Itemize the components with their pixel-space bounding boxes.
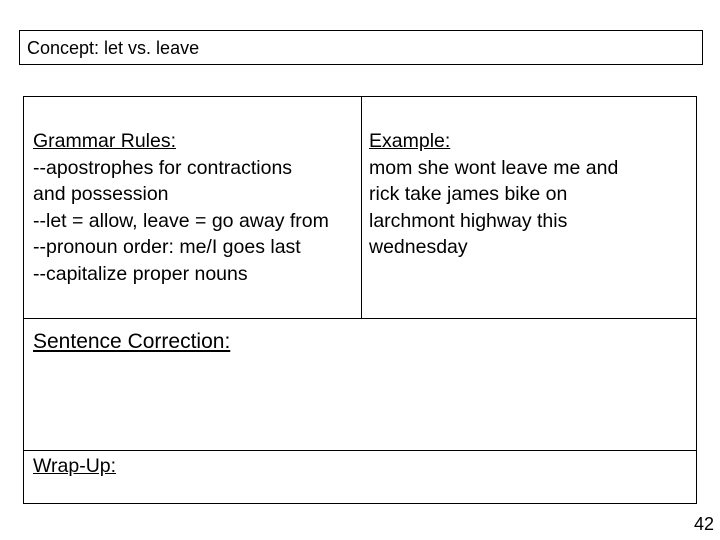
example-line: wednesday [369,236,468,258]
sentence-correction-content [33,329,230,356]
example-line: larchmont highway this [369,209,568,232]
example-heading: Example: [369,130,451,152]
example-line: mom she wont leave me and [369,156,619,179]
grammar-rule-line: --let = allow, leave = go away from [33,209,329,232]
page-number: 42 [693,514,714,534]
example-line: rick take james bike on [369,183,568,205]
grammar-rules-box [23,96,362,319]
grammar-rules-content [33,128,329,287]
example-content [369,128,618,261]
example-box [361,96,697,319]
wrap-up-content [33,453,116,480]
grammar-rule-line: --pronoun order: me/I goes last [33,236,301,258]
grammar-rule-line: --apostrophes for contractions [33,156,293,179]
wrap-up-box[interactable] [23,450,697,504]
sentence-correction-box[interactable] [23,318,697,451]
concept-box [19,30,703,65]
grammar-rules-heading: Grammar Rules: [33,130,177,152]
sentence-correction-heading: Sentence Correction: [33,330,231,353]
wrap-up-heading: Wrap-Up: [33,455,117,477]
grammar-rule-line: --capitalize proper nouns [33,262,248,285]
concept-title: Concept: let vs. leave [27,38,200,58]
grammar-rule-line: and possession [33,183,169,205]
